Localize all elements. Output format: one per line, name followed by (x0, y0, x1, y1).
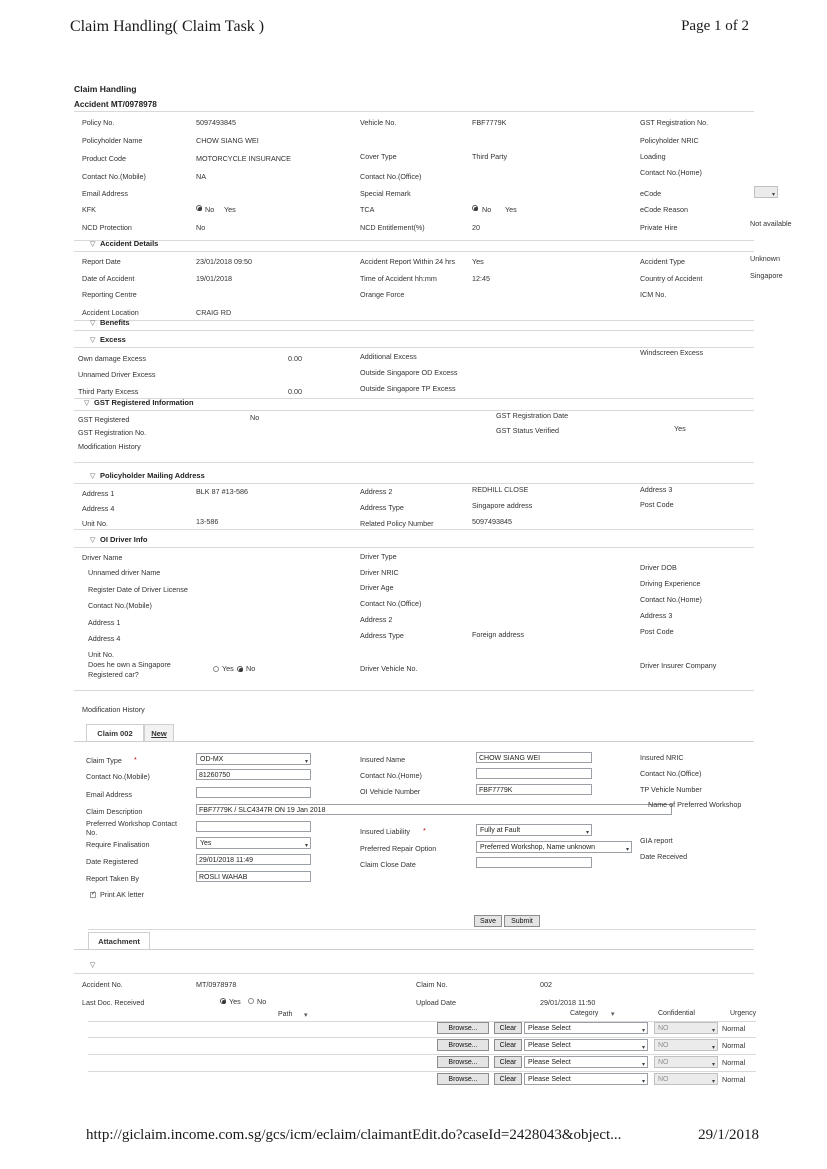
label-policy-no: Policy No. (82, 118, 115, 127)
chevron-down-icon: ▾ (711, 1028, 715, 1034)
chevron-down-icon: ▾ (711, 1045, 715, 1051)
clear-button-1[interactable] (494, 1022, 522, 1034)
category-value-1: Please Select (528, 1025, 571, 1032)
label-driver-nric: Driver NRIC (360, 568, 399, 577)
divider (74, 483, 754, 484)
collapse-attachment-icon[interactable]: ▽ (90, 962, 96, 969)
page-footer (0, 1127, 827, 1151)
label-tca: TCA (360, 205, 375, 214)
label-gst-registration-date: GST Registration Date (496, 411, 569, 420)
label-third-party-excess: Third Party Excess (78, 387, 139, 396)
confidential-select-4[interactable] (654, 1073, 718, 1085)
urgency-value-4: Normal (722, 1075, 746, 1084)
date-registered-input[interactable] (196, 854, 311, 865)
label-print-ak-letter: Print AK letter (100, 890, 144, 899)
clear-label-1: Clear (499, 1025, 517, 1032)
report-taken-by-input[interactable] (196, 871, 311, 882)
preferred-workshop-contact-input[interactable] (196, 821, 311, 832)
value-date-of-accident: 19/01/2018 (196, 274, 232, 283)
submit-button[interactable] (504, 915, 540, 927)
label-address-2: Address 2 (360, 487, 393, 496)
label-date-registered: Date Registered (86, 857, 138, 866)
divider (74, 320, 754, 321)
collapse-excess-icon[interactable]: ▽ (90, 337, 96, 344)
last-doc-yes-label: Yes (229, 997, 241, 1006)
last-doc-no-label: No (257, 997, 267, 1006)
label-gia-report: GIA report (640, 836, 673, 845)
value-accident-type: Unknown (750, 254, 780, 263)
page-header (0, 18, 827, 54)
chevron-down-icon: ▾ (304, 843, 308, 849)
category-value-4: Please Select (528, 1076, 571, 1083)
label-accident-location: Accident Location (82, 308, 139, 317)
label-attachment-claim-no: Claim No. (416, 980, 448, 989)
label-claim-contact-home: Contact No.(Home) (360, 771, 422, 780)
value-gst-status-verified: Yes (674, 424, 686, 433)
claim-contact-home-input[interactable] (476, 768, 592, 779)
divider (88, 929, 756, 930)
label-own-damage-excess: Own damage Excess (78, 354, 146, 363)
label-vehicle-no: Vehicle No. (360, 118, 397, 127)
divider (74, 462, 754, 463)
chevron-down-icon: ▾ (711, 1062, 715, 1068)
tab-claim-002[interactable] (86, 724, 144, 741)
report-taken-by-value: ROSLI WAHAB (199, 874, 248, 881)
footer-date: 29/1/2018 (698, 1127, 759, 1143)
label-driver-dob: Driver DOB (640, 563, 677, 572)
label-unnamed-driver-excess: Unnamed Driver Excess (78, 370, 156, 379)
tab-underline (74, 741, 754, 742)
label-oi-address-3: Address 3 (640, 611, 673, 620)
claim-close-date-input[interactable] (476, 857, 592, 868)
label-register-date-driver-license: Register Date of Driver License (88, 585, 188, 594)
submit-button-label: Submit (511, 918, 533, 925)
label-require-finalisation: Require Finalisation (86, 840, 150, 849)
collapse-benefits-icon[interactable]: ▽ (90, 320, 96, 327)
date-registered-value: 29/01/2018 11:49 (199, 857, 253, 864)
claim-description-input[interactable] (196, 804, 672, 815)
urgency-value-1: Normal (722, 1024, 746, 1033)
value-attachment-accident-no: MT/0978978 (196, 980, 237, 989)
label-oi-address-type: Address Type (360, 631, 404, 640)
collapse-oi-driver-icon[interactable]: ▽ (90, 537, 96, 544)
value-ncd-protection: No (196, 223, 206, 232)
label-post-code: Post Code (640, 500, 674, 509)
chevron-down-icon: ▾ (711, 1079, 715, 1085)
divider (74, 330, 754, 331)
label-claim-type: Claim Type (86, 756, 122, 765)
label-driver-age: Driver Age (360, 583, 394, 592)
label-outside-sg-od-excess: Outside Singapore OD Excess (360, 368, 458, 377)
chevron-down-icon: ▾ (641, 1028, 645, 1034)
own-car-radio-no[interactable] (237, 666, 243, 672)
preferred-repair-option-value: Preferred Workshop, Name unknown (480, 844, 596, 851)
clear-label-2: Clear (499, 1042, 517, 1049)
value-policyholder-name: CHOW SIANG WEI (196, 136, 259, 145)
label-insured-liability: Insured Liability (360, 827, 410, 836)
label-claim-close-date: Claim Close Date (360, 860, 416, 869)
label-address-type: Address Type (360, 503, 404, 512)
label-oi-post-code: Post Code (640, 627, 674, 636)
label-oi-contact-office: Contact No.(Office) (360, 599, 422, 608)
clear-button-2[interactable] (494, 1039, 522, 1051)
claim-contact-mobile-value: 81260750 (199, 772, 231, 779)
label-tp-vehicle-number: TP Vehicle Number (640, 785, 702, 794)
column-header-path: Path (278, 1011, 293, 1018)
browse-button-3[interactable] (437, 1056, 489, 1068)
confidential-select-2[interactable] (654, 1039, 718, 1051)
clear-button-3[interactable] (494, 1056, 522, 1068)
browse-button-4[interactable] (437, 1073, 489, 1085)
confidential-value-2: NO (658, 1042, 669, 1049)
label-gst-registration-no: GST Registration No. (640, 118, 709, 127)
tab-claim-002-label: Claim 002 (97, 729, 133, 738)
page-number: Page 1 of 2 (681, 18, 749, 34)
collapse-accident-details-icon[interactable]: ▽ (90, 241, 96, 248)
kfk-no-label: No (205, 205, 215, 214)
section-accident-details: Accident Details (100, 239, 159, 248)
insured-liability-select[interactable] (476, 824, 592, 836)
label-driver-insurer-company: Driver Insurer Company (640, 661, 717, 670)
label-report-within-24hrs: Accident Report Within 24 hrs (360, 257, 456, 266)
oi-vehicle-number-value: FBF7779K (479, 787, 513, 794)
chevron-down-icon: ▾ (641, 1045, 645, 1051)
label-loading: Loading (640, 152, 666, 161)
confidential-select-1[interactable] (654, 1022, 718, 1034)
value-product-code: MOTORCYCLE INSURANCE (196, 154, 291, 163)
label-kfk: KFK (82, 205, 96, 214)
claim-type-select[interactable] (196, 753, 311, 765)
value-address-type: Singapore address (472, 501, 533, 510)
label-preferred-repair-option: Preferred Repair Option (360, 844, 437, 853)
value-unit-no: 13-586 (196, 517, 219, 526)
label-attachment-accident-no: Accident No. (82, 980, 123, 989)
confidential-value-3: NO (658, 1059, 669, 1066)
label-outside-sg-tp-excess: Outside Singapore TP Excess (360, 384, 456, 393)
value-private-hire: Not available (750, 219, 792, 228)
claim-handling-document (0, 74, 827, 1094)
label-ncd-protection: NCD Protection (82, 223, 132, 232)
label-address-3: Address 3 (640, 485, 673, 494)
value-own-damage-excess: 0.00 (288, 354, 302, 363)
footer-url: http://giclaim.income.com.sg/gcs/icm/eclaim/claimantEdit.do?caseId=2428043&object... (86, 1127, 622, 1143)
label-policyholder-nric: Policyholder NRIC (640, 136, 699, 145)
value-cover-type: Third Party (472, 152, 508, 161)
browse-label-1: Browse... (448, 1025, 478, 1032)
insured-name-value: CHOW SIANG WEI (479, 755, 541, 762)
browse-button-1[interactable] (437, 1022, 489, 1034)
label-special-remark: Special Remark (360, 189, 411, 198)
app-title: Claim Handling (74, 84, 137, 94)
label-report-taken-by: Report Taken By (86, 874, 140, 883)
tab-new[interactable] (144, 724, 174, 741)
label-claim-email: Email Address (86, 790, 132, 799)
kfk-radio-no[interactable] (196, 205, 202, 211)
tca-no-label: No (482, 205, 492, 214)
insured-name-input[interactable] (476, 752, 592, 763)
divider (88, 1054, 756, 1055)
category-select-3[interactable] (524, 1056, 648, 1068)
claim-type-value: OD-MX (200, 756, 224, 763)
label-claim-description: Claim Description (86, 807, 143, 816)
label-name-preferred-workshop: Name of Preferred Workshop (648, 800, 742, 809)
label-ncd-entitlement: NCD Entitlement(%) (360, 223, 425, 232)
label-related-policy-number: Related Policy Number (360, 519, 434, 528)
save-button[interactable] (474, 915, 502, 927)
collapse-gst-icon[interactable]: ▽ (84, 400, 90, 407)
label-oi-address-4: Address 4 (88, 634, 121, 643)
tab-attachment-label: Attachment (98, 937, 140, 946)
insured-liability-required-mark: * (423, 826, 426, 835)
label-email-address: Email Address (82, 189, 128, 198)
clear-label-4: Clear (499, 1076, 517, 1083)
value-address-2: REDHILL CLOSE (472, 485, 529, 494)
divider (74, 690, 754, 691)
label-date-of-accident: Date of Accident (82, 274, 135, 283)
divider (74, 240, 754, 241)
value-policy-no: 5097493845 (196, 118, 236, 127)
section-gst-registered-information: GST Registered Information (94, 398, 194, 407)
label-insured-nric: Insured NRIC (640, 753, 684, 762)
last-doc-radio-yes[interactable] (220, 998, 226, 1004)
label-modification-history: Modification History (82, 705, 145, 714)
value-oi-address-type: Foreign address (472, 630, 524, 639)
urgency-value-2: Normal (722, 1041, 746, 1050)
label-accident-type: Accident Type (640, 257, 686, 266)
chevron-down-icon: ▾ (625, 847, 629, 853)
confidential-value-4: NO (658, 1076, 669, 1083)
label-address-4: Address 4 (82, 504, 115, 513)
value-related-policy-number: 5097493845 (472, 517, 512, 526)
label-reporting-centre: Reporting Centre (82, 290, 137, 299)
value-ncd-entitlement: 20 (472, 223, 480, 232)
label-preferred-workshop-contact: Preferred Workshop Contact No. (86, 819, 177, 837)
clear-label-3: Clear (499, 1059, 517, 1066)
own-car-yes-label: Yes (222, 664, 234, 673)
label-gst-registered: GST Registered (78, 415, 130, 424)
value-time-of-accident: 12:45 (472, 274, 490, 283)
divider (74, 410, 754, 411)
label-windscreen-excess: Windscreen Excess (640, 348, 704, 357)
tca-yes-label: Yes (505, 205, 517, 214)
sort-path-icon[interactable]: ▾ (304, 1012, 308, 1019)
value-gst-registered: No (250, 413, 260, 422)
page-title: Claim Handling( Claim Task ) (70, 18, 265, 35)
value-country-of-accident: Singapore (750, 271, 783, 280)
last-doc-radio-no[interactable] (248, 998, 254, 1004)
label-driver-vehicle-no: Driver Vehicle No. (360, 664, 418, 673)
label-ecode-reason: eCode Reason (640, 205, 688, 214)
label-unit-no: Unit No. (82, 519, 108, 528)
chevron-down-icon: ▾ (641, 1079, 645, 1085)
confidential-select-3[interactable] (654, 1056, 718, 1068)
section-policyholder-mailing-address: Policyholder Mailing Address (100, 471, 205, 480)
label-insured-name: Insured Name (360, 755, 406, 764)
category-select-4[interactable] (524, 1073, 648, 1085)
confidential-value-1: NO (658, 1025, 669, 1032)
label-orange-force: Orange Force (360, 290, 405, 299)
label-private-hire: Private Hire (640, 223, 678, 232)
value-address-1: BLK 87 #13-586 (196, 487, 248, 496)
require-finalisation-select[interactable] (196, 837, 311, 849)
divider (74, 251, 754, 252)
label-oi-contact-mobile: Contact No.(Mobile) (88, 601, 152, 610)
label-driver-name: Driver Name (82, 553, 123, 562)
label-product-code: Product Code (82, 154, 126, 163)
section-oi-driver-info: OI Driver Info (100, 535, 148, 544)
divider (74, 547, 754, 548)
category-select-1[interactable] (524, 1022, 648, 1034)
own-car-radio-yes[interactable] (213, 666, 219, 672)
label-ecode: eCode (640, 189, 662, 198)
section-excess: Excess (100, 335, 126, 344)
label-gst-status-verified: GST Status Verified (496, 426, 559, 435)
label-time-of-accident: Time of Accident hh:mm (360, 274, 437, 283)
browse-label-2: Browse... (448, 1042, 478, 1049)
ecode-select[interactable] (754, 186, 778, 198)
label-contact-home: Contact No.(Home) (640, 168, 702, 177)
value-attachment-claim-no: 002 (540, 980, 552, 989)
chevron-down-icon: ▾ (585, 830, 589, 836)
browse-button-2[interactable] (437, 1039, 489, 1051)
category-value-2: Please Select (528, 1042, 571, 1049)
insured-liability-value: Fully at Fault (480, 827, 521, 834)
column-header-category: Category (570, 1010, 599, 1017)
oi-vehicle-number-input[interactable] (476, 784, 592, 795)
browse-label-3: Browse... (448, 1059, 478, 1066)
label-policyholder-name: Policyholder Name (82, 136, 143, 145)
label-oi-vehicle-number: OI Vehicle Number (360, 787, 421, 796)
collapse-mailing-address-icon[interactable]: ▽ (90, 473, 96, 480)
sort-category-icon[interactable]: ▾ (611, 1011, 615, 1018)
chevron-down-icon: ▾ (641, 1062, 645, 1068)
print-ak-letter-checkbox[interactable] (90, 892, 96, 898)
tab-underline (74, 949, 754, 950)
urgency-value-3: Normal (722, 1058, 746, 1067)
divider (88, 1037, 756, 1038)
label-unnamed-driver-name: Unnamed driver Name (88, 568, 161, 577)
label-driving-experience: Driving Experience (640, 579, 701, 588)
label-date-received: Date Received (640, 852, 688, 861)
value-vehicle-no: FBF7779K (472, 118, 507, 127)
label-gst-registration-no-2: GST Registration No. (78, 428, 147, 437)
column-header-urgency: Urgency (730, 1010, 757, 1017)
chevron-down-icon: ▾ (304, 759, 308, 765)
own-car-no-label: No (246, 664, 256, 673)
label-contact-mobile: Contact No.(Mobile) (82, 172, 146, 181)
browse-label-4: Browse... (448, 1076, 478, 1083)
label-oi-address-1: Address 1 (88, 618, 121, 627)
label-address-1: Address 1 (82, 489, 115, 498)
category-select-2[interactable] (524, 1039, 648, 1051)
value-report-date: 23/01/2018 09:50 (196, 257, 252, 266)
value-third-party-excess: 0.00 (288, 387, 302, 396)
value-report-within-24hrs: Yes (472, 257, 484, 266)
kfk-yes-label: Yes (224, 205, 236, 214)
divider (74, 529, 754, 530)
label-cover-type: Cover Type (360, 152, 397, 161)
label-claim-contact-office: Contact No.(Office) (640, 769, 702, 778)
accident-number-title: Accident MT/0978978 (74, 100, 157, 109)
divider (74, 111, 754, 112)
category-value-3: Please Select (528, 1059, 571, 1066)
value-upload-date: 29/01/2018 11:50 (540, 998, 596, 1007)
label-country-of-accident: Country of Accident (640, 274, 703, 283)
claim-email-input[interactable] (196, 787, 311, 798)
section-benefits: Benefits (100, 318, 130, 327)
label-contact-office: Contact No.(Office) (360, 172, 422, 181)
clear-button-4[interactable] (494, 1073, 522, 1085)
divider (74, 973, 754, 974)
label-oi-address-2: Address 2 (360, 615, 393, 624)
column-header-confidential: Confidential (658, 1010, 695, 1017)
require-finalisation-value: Yes (200, 840, 212, 847)
label-upload-date: Upload Date (416, 998, 456, 1007)
divider (88, 1071, 756, 1072)
value-accident-location: CRAIG RD (196, 308, 232, 317)
label-report-date: Report Date (82, 257, 121, 266)
preferred-repair-option-select[interactable] (476, 841, 632, 853)
label-own-singapore-registered-car: Does he own a Singapore Registered car? (88, 660, 171, 679)
claim-type-required-mark: * (134, 755, 137, 764)
chevron-down-icon: ▾ (771, 192, 775, 198)
tca-radio-no[interactable] (472, 205, 478, 211)
tab-attachment[interactable] (88, 932, 150, 949)
label-last-doc-received: Last Doc. Received (82, 998, 145, 1007)
label-oi-unit-no: Unit No. (88, 650, 114, 659)
label-driver-type: Driver Type (360, 552, 397, 561)
save-button-label: Save (480, 918, 496, 925)
label-additional-excess: Additional Excess (360, 352, 417, 361)
label-claim-contact-mobile: Contact No.(Mobile) (86, 772, 150, 781)
label-oi-contact-home: Contact No.(Home) (640, 595, 702, 604)
label-icm-no: ICM No. (640, 290, 667, 299)
tab-new-label: New (151, 729, 167, 738)
claim-contact-mobile-input[interactable] (196, 769, 311, 780)
label-modification-history-gst: Modification History (78, 442, 141, 451)
value-contact-mobile: NA (196, 172, 206, 181)
claim-description-value: FBF7779K / SLC4347R ON 19 Jan 2018 (199, 807, 326, 814)
